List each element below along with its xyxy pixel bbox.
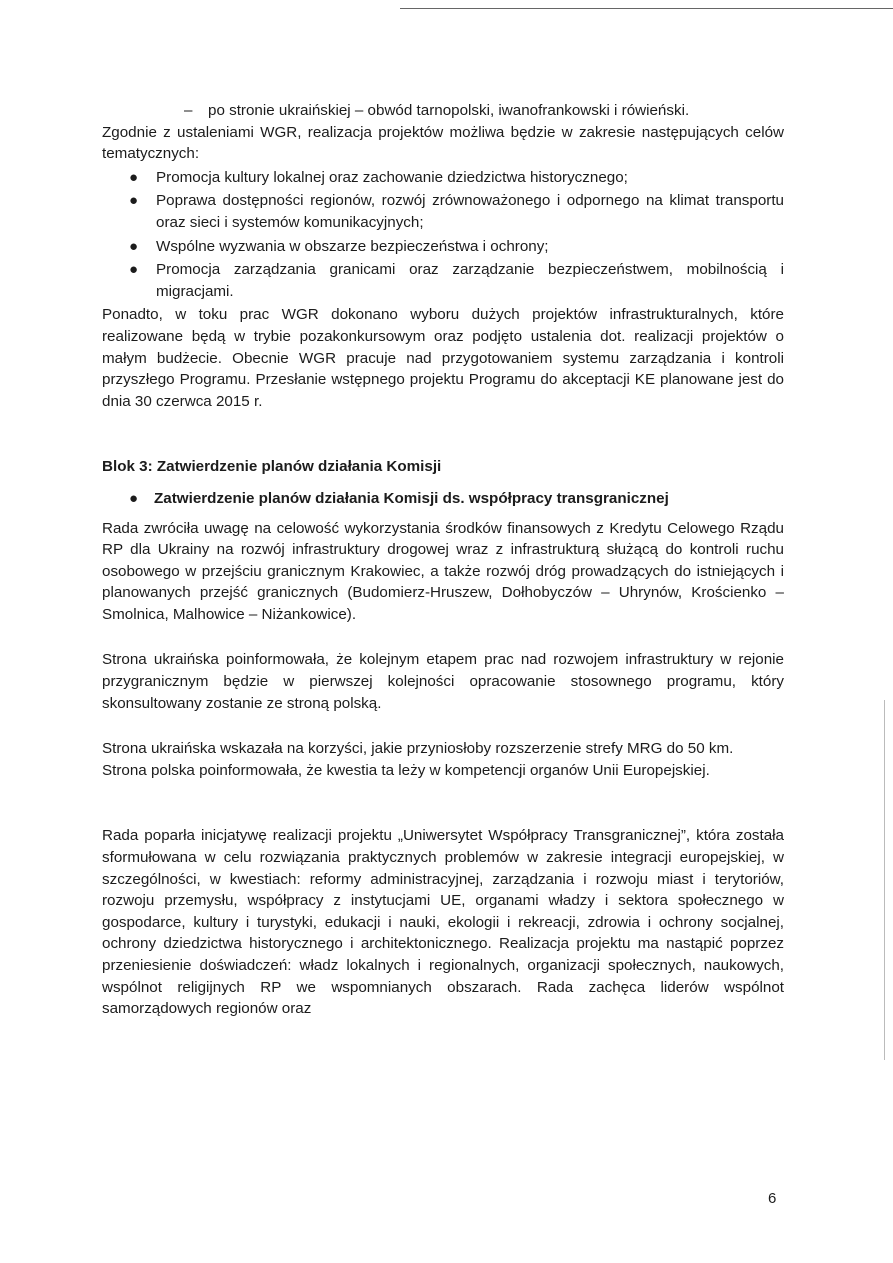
list-item	[102, 167, 784, 189]
wgr-paragraph: Ponadto, w toku prac WGR dokonano wyboru dużych projektów infrastrukturalnych, które realizowane będą w trybie pozakonkursowym oraz podjęto ustalenia dot. realizacji projektów o małym budżecie. Obecnie WGR pracuje nad przygotowaniem systemu zarządzania i kontroli przyszłego Programu. Przesłanie wstępnego projektu Programu do akceptacji KE planowane jest do dnia 30 czerwca 2015 r.	[102, 306, 784, 410]
section-heading: Blok 3: Zatwierdzenie planów działania Komisji	[102, 458, 442, 476]
list-item-text: Promocja zarządzania granicami oraz zarządzanie bezpieczeństwem, mobilnością i migracjami.	[156, 261, 784, 300]
bullet-icon: ●	[129, 261, 139, 279]
bullet-icon: ●	[129, 237, 139, 255]
sub-heading-text: Zatwierdzenie planów działania Komisji ds. współpracy transgranicznej	[154, 489, 669, 507]
list-item-text: Poprawa dostępności regionów, rozwój zrównoważonego i odpornego na klimat transportu oraz sieci i systemów komunikacyjnych;	[156, 192, 784, 231]
dash-list-item	[102, 100, 784, 122]
list-item	[102, 236, 784, 258]
dash-item-text: po stronie ukraińskiej – obwód tarnopolski, iwanofrankowski i rówieński.	[208, 102, 690, 119]
bullet-icon: ●	[129, 489, 139, 507]
list-item	[102, 190, 784, 233]
list-item-text: Wspólne wyzwania w obszarze bezpieczeństwa i ochrony;	[156, 237, 549, 255]
top-rule	[400, 8, 893, 9]
poland-paragraph: Strona polska poinformowała, że kwestia ta leży w kompetencji organów Unii Europejskiej.	[102, 761, 710, 779]
dash-marker: –	[184, 102, 193, 119]
ukraine-paragraph-1: Strona ukraińska poinformowała, że kolejnym etapem prac nad rozwojem infrastruktury w rejonie przygranicznym będzie w pierwszej kolejności opracowanie stosownego programu, który skonsultowany zostanie ze stroną polską.	[102, 651, 784, 712]
ukraine-paragraph-2: Strona ukraińska wskazała na korzyści, jakie przyniosłoby rozszerzenie strefy MRG do 50 km.	[102, 740, 734, 758]
list-item-text: Promocja kultury lokalnej oraz zachowanie dziedzictwa historycznego;	[156, 168, 628, 186]
scan-edge	[884, 700, 885, 1060]
intro-paragraph: Zgodnie z ustaleniami WGR, realizacja projektów możliwa będzie w zakresie następujących celów tematycznych:	[102, 123, 784, 163]
bullet-icon: ●	[129, 192, 139, 210]
thematic-goals-list	[102, 167, 784, 303]
page-content	[102, 100, 784, 1020]
sub-heading	[102, 488, 784, 510]
rada-paragraph-1: Rada zwróciła uwagę na celowość wykorzystania środków finansowych z Kredytu Celowego Rządu RP dla Ukrainy na rozwój infrastruktury drogowej wraz z infrastrukturą służącą do kontroli ruchu osobowego w przejściu granicznym Krakowiec, a także rozwój dróg prowadzących do istniejących i planowanych przejść granicznych (Budomierz-Hruszew, Dołhobyczów – Uhrynów, Krościenko – Smolnica, Malhowice – Niżankowice).	[102, 519, 784, 623]
bullet-icon: ●	[129, 168, 139, 186]
rada-paragraph-2: Rada poparła inicjatywę realizacji projektu „Uniwersytet Współpracy Transgranicznej”, która została sformułowana w celu rozwiązania praktycznych problemów w zakresie integracji europejskiej, w szczególności, w kwestiach: reformy administracyjnej, zarządzania i rozwoju miast i terytoriów, rozwoju przemysłu, współpracy z instytucjami UE, organami władzy i sektora społecznego w gospodarce, kultury i turystyki, edukacji i nauki, ekologii i rekreacji, zdrowia i ochrony socjalnej, ochrony dziedzictwa historycznego i architektonicznego. Realizacja projektu ma nastąpić poprzez przeniesienie doświadczeń: władz lokalnych i regionalnych, organizacji społecznych, naukowych, wspólnot religijnych RP we wspomnianych obszarach. Rada zachęca liderów wspólnot samorządowych regionów oraz	[102, 827, 784, 1018]
list-item	[102, 259, 784, 302]
page-number: 6	[768, 1190, 777, 1207]
